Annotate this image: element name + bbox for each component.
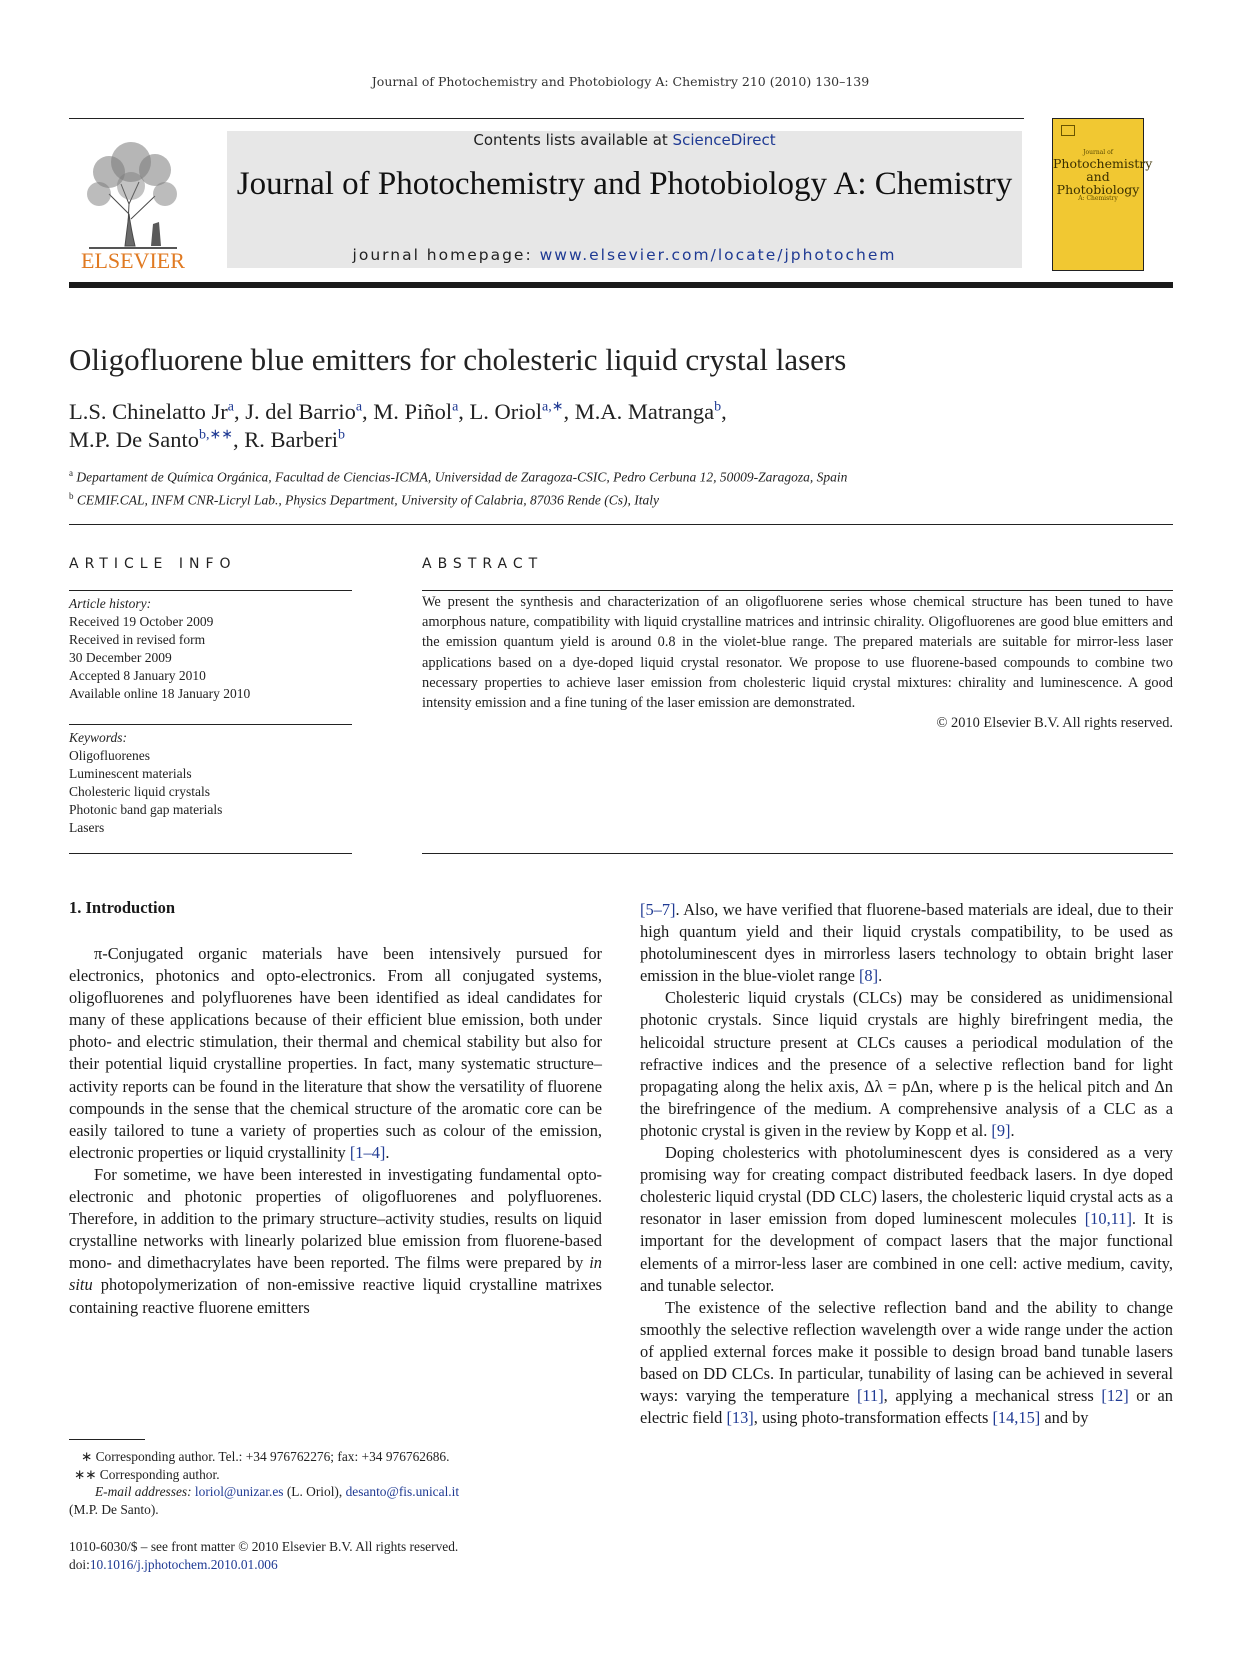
keyword: Photonic band gap materials [69, 802, 223, 817]
affiliation-a: $^a$ Departament de Química Orgánica, Facultad de Ciencias-ICMA, Universidad de Zaragoza-CSIC, Pedro Cerbuna 12, 50009-Zaragoza, Spain [69, 468, 848, 485]
homepage-line: journal homepage: www.elsevier.com/locate/jphotochem [352, 246, 897, 264]
paragraph: For sometime, we have been interested in investigating fundamental opto-electronic and photonic properties of oligofluorenes and polyfluorenes. Therefore, in addition to the primary structure–activity studies, results on liquid crystalline networks with linearly polarized blue emission from fluorene-based mono- and dimethacrylates have been reported. The films were prepared by in situ photopolymerization of non-emissive reactive liquid crystalline matrixes containing reactive fluorene emitters [69, 1164, 602, 1317]
divider [69, 590, 352, 591]
divider [422, 590, 1173, 591]
footnotes: ∗ Corresponding author. Tel.: +34 976762276; fax: +34 976762686. ∗∗ Corresponding author. E-mail addresses: loriol@unizar.es (L. Oriol), desanto@fis.unical.it (M.P. De Santo). [69, 1449, 460, 1517]
running-header: Journal of Photochemistry and Photobiology A: Chemistry 210 (2010) 130–139 [371, 74, 870, 89]
homepage-link[interactable]: www.elsevier.com/locate/jphotochem [539, 246, 897, 264]
right-column [640, 899, 1173, 1429]
article-title: Oligofluorene blue emitters for cholesteric liquid crystal lasers [69, 342, 847, 377]
section-heading: 1. Introduction [69, 898, 176, 917]
affiliation-b: $^b$ CEMIF.CAL, INFM CNR-Licryl Lab., Physics Department, University of Calabria, 87036 Rende (Cs), Italy [69, 490, 659, 507]
abstract-heading: ABSTRACT [422, 556, 544, 572]
author-list: L.S. Chinelatto Jr$^a$, J. del Barrio$^a$, M. Piñol$^a$, L. Oriol$^{a,∗}$, M.A. Matranga$^b$, M.P. De Santo$^{b,∗∗}$, R. Barberi$^b$ [69, 399, 727, 452]
sciencedirect-link[interactable]: ScienceDirect [672, 131, 776, 149]
email-link[interactable]: desanto@fis.unical.it [345, 1484, 460, 1499]
cover-logo-icon [1061, 125, 1075, 136]
divider [69, 524, 1173, 525]
cover-title: Photochemistry and Photobiology [1053, 156, 1153, 197]
affiliations [69, 464, 847, 509]
paragraph: π-Conjugated organic materials have been intensively pursued for electronics, photonics and opto-electronics. From all conjugated systems, oligofluorenes and polyfluorenes have been identified as ideal candidates for many of these applications because of their efficient blue emission, both under photo- and electric stimulation, their thermal and chemical stability but also for their potential liquid crystalline properties. In fact, many systematic structure–activity reports can be found in the literature that show the versatility of fluorene compounds in the sense that the chemical structure of the aromatic core can be easily tailored to tune a variety of properties such as colour of the emission, electronic properties or liquid crystallinity [1–4]. [69, 944, 602, 1162]
footnote-rule [69, 1439, 145, 1440]
article-history: Article history: Received 19 October 2009 Received in revised form 30 December 2009 Accepted 8 January 2010 Available online 18 January 2010 [69, 596, 251, 701]
elsevier-wordmark: ELSEVIER [81, 248, 185, 273]
article-info-heading: ARTICLE INFO [69, 556, 237, 572]
left-column [69, 943, 602, 1319]
doi-link[interactable]: 10.1016/j.jphotochem.2010.01.006 [89, 1556, 278, 1572]
keywords: Keywords: Oligofluorenes Luminescent materials Cholesteric liquid crystals Photonic band gap materials Lasers [69, 730, 223, 835]
issn-doi: 1010-6030/$ – see front matter © 2010 Elsevier B.V. All rights reserved. doi:10.1016/j.jphotochem.2010.01.006 [69, 1539, 459, 1572]
divider [422, 853, 1173, 854]
divider [69, 853, 352, 854]
keyword: Luminescent materials [69, 766, 192, 781]
keyword: Cholesteric liquid crystals [69, 784, 210, 799]
keyword: Lasers [69, 820, 105, 835]
paragraph: [5–7]. Also, we have verified that fluorene-based materials are ideal, due to their high quantum yield and their liquid crystals compatibility, to be used as photoluminescent dyes in mirrorless lasers technology to obtain bright laser emission in the blue-violet range [8]. [640, 900, 1173, 986]
contents-line: Contents lists available at ScienceDirect [473, 131, 776, 149]
keyword: Oligofluorenes [69, 748, 150, 763]
paragraph: The existence of the selective reflection band and the ability to change smoothly the selective reflection wavelength over a wide range under the action of applied external forces make it possible to design broad band tunable lasers based on DD CLCs. In particular, tunability of lasing can be achieved in several ways: varying the temperature [11], applying a mechanical stress [12] or an electric field [13], using photo-transformation effects [14,15] and by [640, 1297, 1173, 1428]
divider [69, 724, 352, 725]
header-rule [69, 118, 1024, 119]
paragraph: Doping cholesterics with photoluminescent dyes is considered as a very promising way for creating compact distributed feedback lasers. In dye doped cholesteric liquid crystal (DD CLC) lasers, the cholesteric liquid crystal acts as a resonator in laser emission from doped luminescent molecules [10,11]. It is important for the development of compact lasers that the major functional elements of a mirror-less laser are combined in one cell: active medium, cavity, and tunable selector. [640, 1143, 1173, 1295]
paragraph: Cholesteric liquid crystals (CLCs) may be considered as unidimensional photonic crystals. Since liquid crystals are highly birefringent media, the helicoidal structure present at CLCs causes a periodical modulation of the refractive indices and the presence of a selective reflection band for light propagating along the helix axis, Δλ = pΔn, where p is the helical pitch and Δn the birefringence of the medium. A comprehensive analysis of a CLC as a photonic crystal is given in the review by Kopp et al. [9]. [640, 988, 1173, 1140]
journal-banner [227, 131, 1022, 268]
journal-cover: Journal of Photochemistry and Photobiology A: Chemistry [1052, 118, 1144, 271]
email-link[interactable]: loriol@unizar.es [194, 1484, 284, 1499]
journal-title: Journal of Photochemistry and Photobiology A: Chemistry [236, 166, 1013, 202]
elsevier-logo [69, 134, 197, 274]
banner-rule [69, 282, 1173, 288]
abstract-copyright: © 2010 Elsevier B.V. All rights reserved. [936, 715, 1173, 732]
abstract-body: We present the synthesis and characterization of an oligofluorene series whose chemical structure has been tuned to have amorphous nature, compatibility with liquid crystalline matrices and intrinsic chirality. Oligofluorenes are good blue emitters and the emission quantum yield is around 0.8 in the violet-blue range. The prepared materials are suitable for mirror-less laser applications based on a dye-doped liquid crystal resonator. We propose to use fluorene-based compounds to combine two necessary properties to achieve laser emission from cholesteric liquid crystal mixtures: chirality and luminescence. A good intensity emission and a fine tuning of the laser emission are demonstrated. © 2010 Elsevier B.V. All rights reserved. [422, 592, 1173, 733]
